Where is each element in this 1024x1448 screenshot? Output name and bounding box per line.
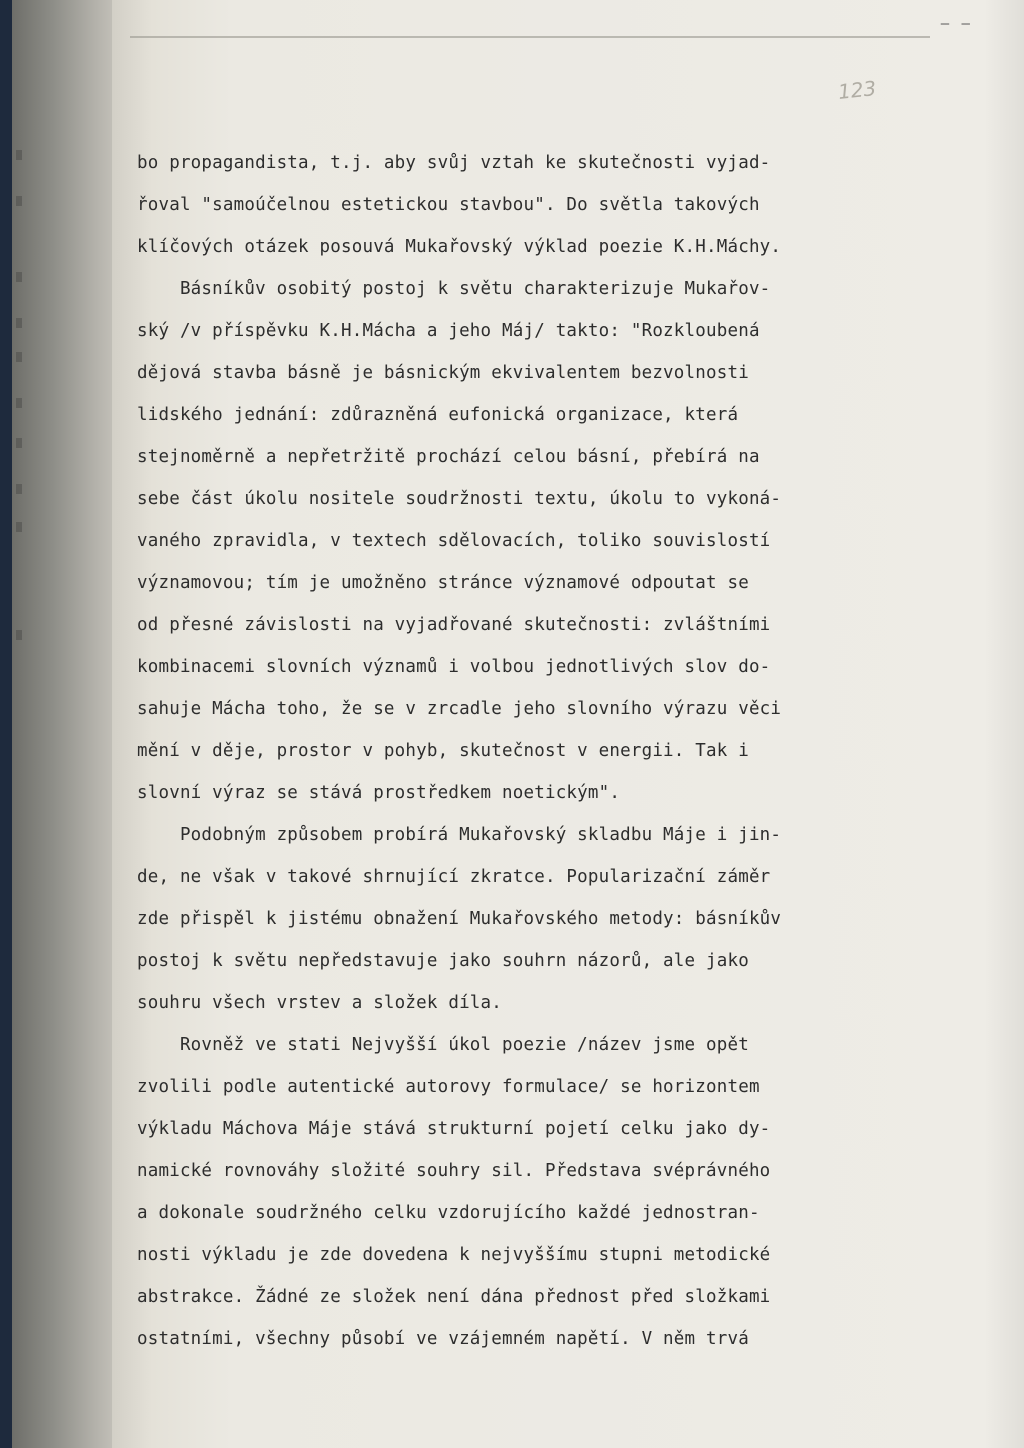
text-line: významovou; tím je umožněno stránce významové odpoutat se	[137, 573, 749, 593]
text-line: zvolili podle autentické autorovy formulace/ se horizontem	[137, 1077, 760, 1097]
typewritten-text	[137, 142, 917, 1360]
text-line: řoval "samoúčelnou estetickou stavbou". Do světla takových	[137, 195, 760, 215]
text-line: klíčových otázek posouvá Mukařovský výklad poezie K.H.Máchy.	[137, 237, 782, 257]
text-line: sahuje Mácha toho, že se v zrcadle jeho slovního výrazu věci	[137, 699, 782, 719]
corner-mark: — —	[940, 16, 972, 32]
scan-edge	[0, 0, 12, 1448]
text-line: Podobným způsobem probírá Mukařovský skladbu Máje i jin-	[137, 825, 782, 845]
text-line: od přesné závislosti na vyjadřované skutečnosti: zvláštními	[137, 615, 771, 635]
text-line: lidského jednání: zdůrazněná eufonická organizace, která	[137, 405, 739, 425]
page-number: 123	[836, 76, 878, 104]
text-line: nosti výkladu je zde dovedena k nejvyššímu stupni metodické	[137, 1245, 771, 1265]
text-line: výkladu Máchova Máje stává strukturní pojetí celku jako dy-	[137, 1119, 771, 1139]
text-line: de, ne však v takové shrnující zkratce. Popularizační záměr	[137, 867, 771, 887]
text-line: sebe část úkolu nositele soudržnosti textu, úkolu to vykoná-	[137, 489, 782, 509]
page-shadow	[984, 0, 1024, 1448]
text-line: souhru všech vrstev a složek díla.	[137, 993, 503, 1013]
text-line: kombinacemi slovních významů i volbou jednotlivých slov do-	[137, 657, 771, 677]
page-top-rule	[130, 36, 930, 38]
text-line: namické rovnováhy složité souhry sil. Představa svéprávného	[137, 1161, 771, 1181]
text-line: Rovněž ve stati Nejvyšší úkol poezie /název jsme opět	[137, 1035, 749, 1055]
text-line: ský /v příspěvku K.H.Mácha a jeho Máj/ takto: "Rozkloubená	[137, 321, 760, 341]
text-line: vaného zpravidla, v textech sdělovacích, toliko souvislostí	[137, 531, 771, 551]
text-line: slovní výraz se stává prostředkem noetickým".	[137, 783, 621, 803]
text-line: zde přispěl k jistému obnažení Mukařovského metody: básníkův	[137, 909, 782, 929]
text-line: abstrakce. Žádné ze složek není dána přednost před složkami	[137, 1287, 771, 1307]
text-line: bo propagandista, t.j. aby svůj vztah ke skutečnosti vyjad-	[137, 153, 771, 173]
text-line: mění v děje, prostor v pohyb, skutečnost v energii. Tak i	[137, 741, 749, 761]
text-line: dějová stavba básně je básnickým ekvivalentem bezvolnosti	[137, 363, 749, 383]
text-line: Básníkův osobitý postoj k světu charakterizuje Mukařov-	[137, 279, 771, 299]
text-line: postoj k světu nepředstavuje jako souhrn názorů, ale jako	[137, 951, 749, 971]
text-line: a dokonale soudržného celku vzdorujícího každé jednostran-	[137, 1203, 760, 1223]
text-line: stejnoměrně a nepřetržitě prochází celou básní, přebírá na	[137, 447, 760, 467]
text-line: ostatními, všechny působí ve vzájemném napětí. V něm trvá	[137, 1329, 749, 1349]
